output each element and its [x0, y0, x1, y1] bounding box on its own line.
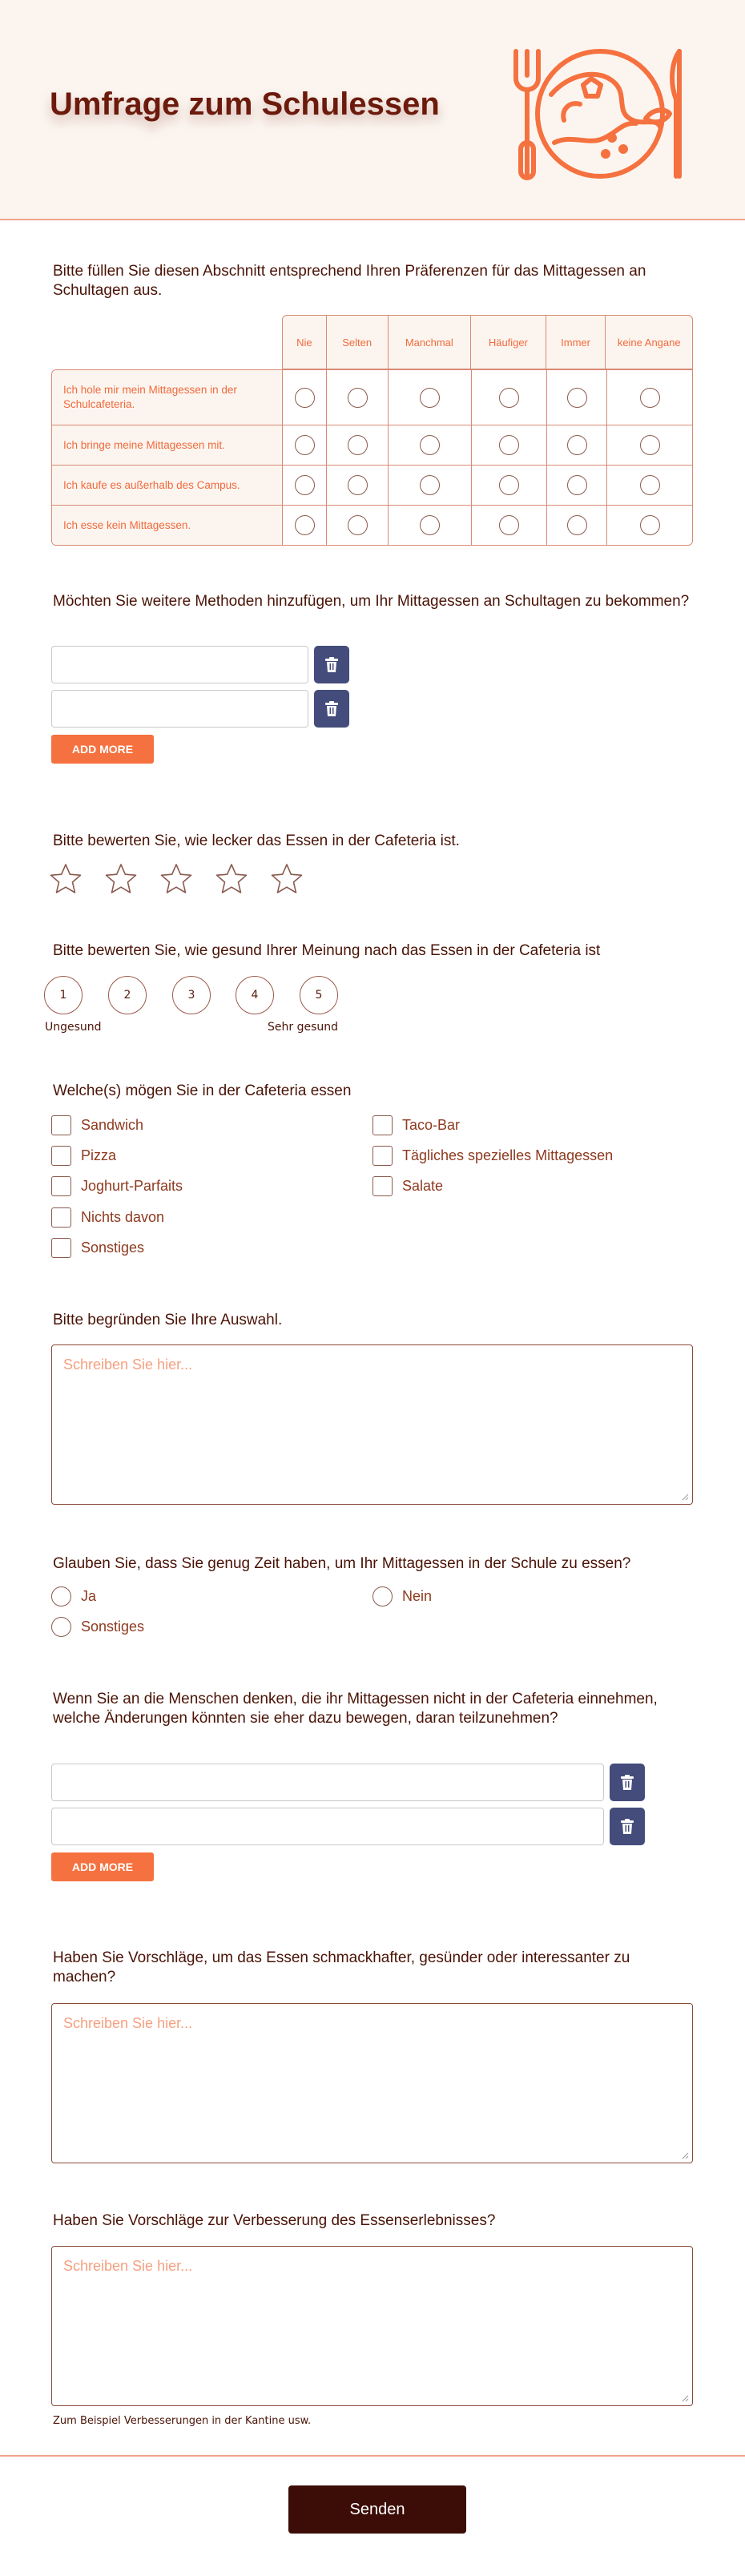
- form-header: [0, 0, 745, 220]
- footer-divider: [0, 2455, 745, 2457]
- matrix-row: [52, 465, 692, 505]
- radio-button[interactable]: [51, 1617, 71, 1637]
- matrix-cell: [546, 370, 606, 425]
- trash-icon: [620, 1819, 634, 1835]
- matrix-cell: [326, 425, 388, 465]
- textarea-placeholder: Schreiben Sie hier...: [63, 2258, 193, 2274]
- matrix-radio[interactable]: [420, 435, 440, 455]
- matrix-radio[interactable]: [348, 388, 368, 408]
- checkbox-label: Joghurt-Parfaits: [81, 1178, 183, 1194]
- delete-button[interactable]: [610, 1764, 645, 1801]
- scale-option[interactable]: 5: [300, 976, 338, 1014]
- matrix-radio[interactable]: [499, 515, 519, 535]
- matrix-radio[interactable]: [295, 475, 315, 495]
- matrix-radio[interactable]: [640, 515, 660, 535]
- radio-option[interactable]: [51, 1617, 144, 1637]
- scale-question: Bitte bewerten Sie, wie gesund Ihrer Meinung nach das Essen in der Cafeteria ist: [53, 942, 601, 959]
- radio-button[interactable]: [372, 1586, 393, 1606]
- matrix-body: [51, 369, 693, 546]
- field-hint: Zum Beispiel Verbesserungen in der Kantine usw.: [53, 2415, 312, 2427]
- matrix-row: [52, 370, 692, 425]
- matrix-radio[interactable]: [499, 435, 519, 455]
- checkbox-option[interactable]: [372, 1115, 460, 1135]
- trash-icon: [324, 657, 339, 673]
- matrix-radio[interactable]: [640, 435, 660, 455]
- checkbox-option[interactable]: [51, 1207, 164, 1228]
- matrix-question: Bitte füllen Sie diesen Abschnitt entsprechend Ihren Präferenzen für das Mittagessen an Schultagen aus.: [53, 263, 646, 299]
- form-title: Umfrage zum Schulessen: [50, 87, 440, 122]
- matrix-cell: [283, 466, 326, 505]
- time-question: Glauben Sie, dass Sie genug Zeit haben, um Ihr Mittagessen in der Schule zu essen?: [53, 1555, 631, 1572]
- matrix-radio[interactable]: [567, 435, 587, 455]
- matrix-cell: [326, 370, 388, 425]
- matrix-cell: [283, 506, 326, 545]
- matrix-cell: [471, 466, 546, 505]
- matrix-column-header: keine Angane: [605, 316, 692, 369]
- experience-textarea[interactable]: [51, 2246, 693, 2406]
- star-icon[interactable]: [49, 862, 83, 896]
- scale-option[interactable]: 2: [108, 976, 147, 1014]
- checkbox-label: Sandwich: [81, 1117, 144, 1133]
- matrix-radio[interactable]: [640, 475, 660, 495]
- matrix-radio[interactable]: [567, 388, 587, 408]
- add-more-button[interactable]: ADD MORE: [51, 735, 154, 764]
- trash-icon: [620, 1775, 634, 1791]
- matrix-radio[interactable]: [420, 475, 440, 495]
- matrix-row-label: Ich bringe meine Mittagessen mit.: [52, 425, 283, 465]
- star-icon[interactable]: [104, 862, 138, 896]
- methods-question: Möchten Sie weitere Methoden hinzufügen, um Ihr Mittagessen an Schultagen zu bekommen?: [53, 593, 690, 610]
- matrix-row-label: Ich hole mir mein Mittagessen in der Schulcafeteria.: [52, 370, 283, 425]
- rating-question: Bitte bewerten Sie, wie lecker das Essen in der Cafeteria ist.: [53, 832, 460, 849]
- matrix-header: [282, 315, 693, 369]
- radio-label: Ja: [81, 1588, 97, 1604]
- matrix-cell: [388, 425, 471, 465]
- foods-question: Welche(s) mögen Sie in der Cafeteria essen: [53, 1082, 352, 1099]
- checkbox-option[interactable]: [51, 1146, 116, 1166]
- changes-question: Wenn Sie an die Menschen denken, die ihr Mittagessen nicht in der Cafeteria einnehmen, welche Änderungen könnten sie eher dazu bewegen, daran teilzunehmen?: [53, 1691, 658, 1727]
- matrix-radio[interactable]: [348, 475, 368, 495]
- matrix-radio[interactable]: [567, 475, 587, 495]
- star-icon[interactable]: [215, 862, 248, 896]
- matrix-radio[interactable]: [295, 435, 315, 455]
- radio-option[interactable]: [51, 1586, 96, 1606]
- add-more-button[interactable]: ADD MORE: [51, 1852, 154, 1881]
- matrix-cell: [471, 506, 546, 545]
- reason-question: Bitte begründen Sie Ihre Auswahl.: [53, 1312, 283, 1328]
- resize-grip-icon[interactable]: [681, 2394, 689, 2402]
- checkbox-label: Tägliches spezielles Mittagessen: [402, 1147, 614, 1163]
- matrix-column-header: Manchmal: [388, 316, 471, 369]
- checkbox-option[interactable]: [51, 1176, 183, 1196]
- tasty-textarea[interactable]: [51, 2003, 693, 2163]
- matrix-row: [52, 425, 692, 465]
- checkbox[interactable]: [51, 1115, 71, 1135]
- textarea-placeholder: Schreiben Sie hier...: [63, 1357, 193, 1373]
- change-input[interactable]: [51, 1764, 604, 1801]
- checkbox-label: Taco-Bar: [402, 1117, 461, 1133]
- matrix-cell: [471, 370, 546, 425]
- matrix-radio[interactable]: [567, 515, 587, 535]
- delete-button[interactable]: [610, 1808, 645, 1845]
- radio-label: Sonstiges: [81, 1619, 145, 1635]
- matrix-radio[interactable]: [499, 388, 519, 408]
- matrix-cell: [388, 370, 471, 425]
- matrix-cell: [606, 466, 692, 505]
- trash-icon: [324, 701, 339, 717]
- checkbox[interactable]: [372, 1146, 393, 1166]
- matrix-radio[interactable]: [420, 515, 440, 535]
- scale-max-label: Sehr gesund: [268, 1021, 339, 1034]
- scale-option[interactable]: 3: [172, 976, 211, 1014]
- checkbox[interactable]: [51, 1238, 71, 1258]
- matrix-radio[interactable]: [348, 435, 368, 455]
- textarea-placeholder: Schreiben Sie hier...: [63, 2015, 193, 2031]
- matrix-cell: [606, 370, 692, 425]
- matrix-row-label: Ich kaufe es außerhalb des Campus.: [52, 466, 283, 505]
- resize-grip-icon[interactable]: [681, 2151, 689, 2159]
- checkbox-option[interactable]: [51, 1115, 143, 1135]
- matrix-radio[interactable]: [348, 515, 368, 535]
- tasty-question: Haben Sie Vorschläge, um das Essen schmackhafter, gesünder oder interessanter zu machen?: [53, 1949, 630, 1985]
- method-input[interactable]: [51, 690, 308, 728]
- matrix-radio[interactable]: [295, 515, 315, 535]
- matrix-column-header: Selten: [326, 316, 388, 369]
- radio-option[interactable]: [372, 1586, 432, 1606]
- matrix-cell: [326, 506, 388, 545]
- matrix-cell: [606, 425, 692, 465]
- resize-grip-icon[interactable]: [681, 1493, 689, 1501]
- matrix-radio[interactable]: [420, 388, 440, 408]
- matrix-cell: [546, 506, 606, 545]
- matrix-cell: [546, 466, 606, 505]
- scale-option[interactable]: 4: [236, 976, 274, 1014]
- matrix-cell: [388, 506, 471, 545]
- matrix-column-header: Immer: [546, 316, 606, 369]
- checkbox-option[interactable]: [51, 1238, 144, 1258]
- checkbox[interactable]: [372, 1176, 393, 1196]
- checkbox-label: Pizza: [81, 1147, 117, 1163]
- matrix-column-header: Nie: [296, 336, 312, 349]
- matrix-cell: [471, 425, 546, 465]
- checkbox[interactable]: [51, 1146, 71, 1166]
- star-icon[interactable]: [159, 862, 193, 896]
- delete-button[interactable]: [314, 690, 349, 728]
- matrix-cell: [388, 466, 471, 505]
- scale-option[interactable]: 1: [44, 976, 83, 1014]
- experience-question: Haben Sie Vorschläge zur Verbesserung des Essenserlebnisses?: [53, 2212, 496, 2229]
- change-input[interactable]: [51, 1808, 604, 1845]
- checkbox[interactable]: [51, 1207, 71, 1228]
- matrix-radio[interactable]: [499, 475, 519, 495]
- delete-button[interactable]: [314, 646, 349, 683]
- matrix-row: [52, 505, 692, 545]
- reason-textarea[interactable]: [51, 1344, 693, 1505]
- matrix-radio[interactable]: [640, 388, 660, 408]
- plate-fork-knife-icon: [509, 46, 691, 181]
- matrix-cell: [326, 466, 388, 505]
- checkbox[interactable]: [372, 1115, 393, 1135]
- checkbox-label: Sonstiges: [81, 1240, 145, 1256]
- method-input[interactable]: [51, 646, 308, 683]
- radio-label: Nein: [402, 1588, 433, 1604]
- scale-min-label: Ungesund: [45, 1021, 102, 1034]
- checkbox-option[interactable]: [372, 1176, 443, 1196]
- matrix-cell: [283, 370, 326, 425]
- matrix-radio[interactable]: [295, 388, 315, 408]
- matrix-row-label: Ich esse kein Mittagessen.: [52, 506, 283, 545]
- matrix-cell: [546, 425, 606, 465]
- radio-button[interactable]: [51, 1586, 71, 1606]
- matrix-cell: [606, 506, 692, 545]
- matrix-cell: [283, 425, 326, 465]
- checkbox[interactable]: [51, 1176, 71, 1196]
- star-icon[interactable]: [270, 862, 304, 896]
- matrix-column-header: Häufiger: [470, 316, 546, 369]
- checkbox-option[interactable]: [372, 1146, 613, 1166]
- checkbox-label: Salate: [402, 1178, 444, 1194]
- submit-button[interactable]: Senden: [288, 2485, 466, 2534]
- checkbox-label: Nichts davon: [81, 1209, 165, 1225]
